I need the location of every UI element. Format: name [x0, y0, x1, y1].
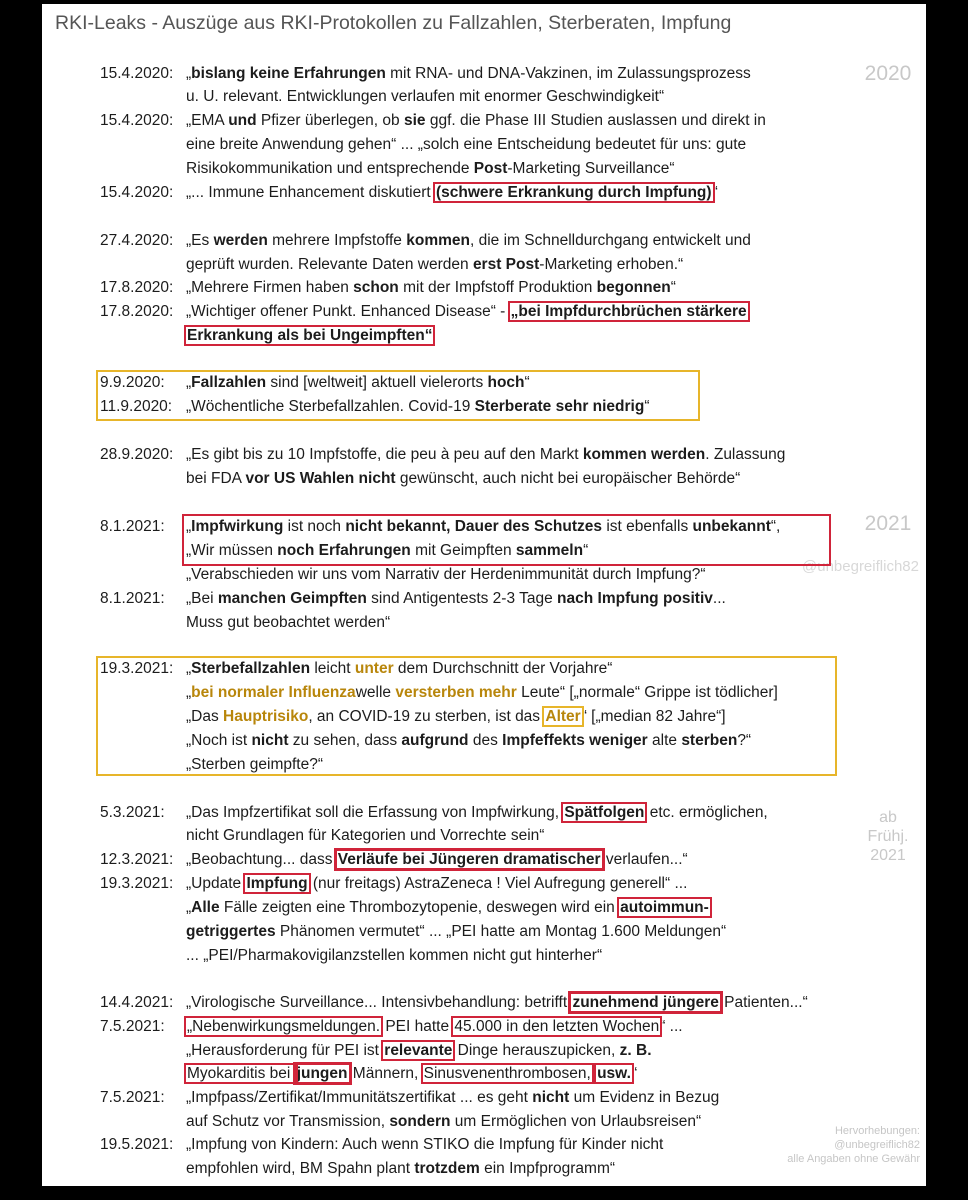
text: des	[468, 732, 503, 749]
text: etc. ermöglichen,	[645, 804, 768, 821]
bold-text: noch Erfahrungen	[277, 542, 411, 559]
highlight-red: jungen	[296, 1065, 348, 1082]
bold-text: manchen Geimpften	[217, 590, 367, 607]
text: ein Impfprogramm“	[479, 1160, 616, 1177]
text: welle	[355, 684, 396, 701]
text: „Es gibt bis zu 10 Impfstoffe, die peu à peu auf den Markt	[186, 446, 583, 463]
text: „Wichtiger offener Punkt. Enhanced Disease“ -	[186, 303, 510, 320]
highlight-red: Spätfolgen	[564, 804, 645, 821]
text: dem Durchschnitt der Vorjahre“	[393, 660, 613, 677]
text: ist ebenfalls	[602, 518, 693, 535]
text: „EMA	[186, 112, 229, 129]
highlight-red: (schwere Erkrankung durch Impfung)	[435, 184, 712, 201]
text: geprüft wurden. Relevante Daten werden	[186, 256, 473, 273]
text: -Marketing erhoben.“	[539, 256, 684, 273]
text: (nur freitags) AstraZeneca ! Viel Aufregung generell“ ...	[308, 875, 688, 892]
text: „	[186, 518, 192, 535]
footer-line-3: alle Angaben ohne Gewähr	[787, 1153, 920, 1165]
text-line	[186, 1064, 637, 1084]
text-line	[186, 64, 751, 84]
text-line: eine breite Anwendung gehen“ ... „solch eine Entscheidung bedeutet für uns: gute	[186, 136, 747, 153]
text: „Das	[186, 708, 224, 725]
entry-date: 11.9.2020:	[100, 398, 173, 415]
text: „	[186, 65, 192, 82]
text: „Herausforderung für PEI ist	[186, 1042, 384, 1059]
bold-text: unbekannt	[692, 518, 771, 535]
text: ist noch	[283, 518, 346, 535]
text: Risikokommunikation und entsprechende	[186, 160, 474, 177]
entry-date: 7.5.2021:	[100, 1018, 165, 1035]
bold-text: nach Impfung positiv	[557, 590, 713, 607]
bold-text: kommen werden	[582, 446, 706, 463]
page-title: RKI-Leaks - Auszüge aus RKI-Protokollen zu Fallzahlen, Sterberaten, Impfung	[55, 12, 732, 34]
highlight-red: Verläufe bei Jüngeren dramatischer	[337, 851, 601, 868]
text: . Zulassung	[705, 446, 786, 463]
highlight-red: Myokarditis bei	[187, 1065, 295, 1082]
text: , die im Schnelldurchgang entwickelt und	[470, 232, 751, 249]
year-label-2020: 2020	[864, 62, 912, 85]
text: Fälle zeigten eine Thrombozytopenie, deswegen wird ein	[219, 899, 620, 916]
entry-date: 8.1.2021:	[100, 518, 165, 535]
bold-text: Sterberate sehr niedrig	[474, 398, 645, 415]
text: mit der Impfstoff Produktion	[398, 279, 597, 296]
text-line	[186, 541, 588, 561]
entry-date: 12.3.2021:	[100, 851, 174, 868]
text: Dinge herauszupicken,	[453, 1042, 620, 1059]
text-line	[186, 803, 768, 823]
text: verlaufen...“	[601, 851, 688, 868]
text: “,	[770, 518, 781, 535]
text-line: „Impfung von Kindern: Auch wenn STIKO die Impfung für Kinder nicht	[186, 1136, 664, 1153]
text: ?“	[737, 732, 752, 749]
text-line	[186, 874, 687, 894]
entry-date: 5.3.2021:	[100, 804, 165, 821]
text: mit Geimpften	[410, 542, 516, 559]
text: „Virologische Surveillance... Intensivbehandlung: betrifft	[186, 994, 572, 1011]
text: „Bei	[186, 590, 218, 607]
text: „Mehrere Firmen haben	[186, 279, 354, 296]
bold-text: kommen	[406, 232, 470, 249]
text: „Es	[186, 232, 214, 249]
entry-date: 17.8.2020:	[100, 279, 174, 296]
bold-text: werden	[213, 232, 268, 249]
text-line	[186, 278, 676, 298]
text: „	[186, 899, 192, 916]
text: auf Schutz vor Transmission,	[186, 1113, 390, 1130]
text-line	[186, 589, 726, 609]
text-line: nicht Grundlagen für Kategorien und Vorrechte sein“	[186, 827, 545, 844]
text: alte	[647, 732, 682, 749]
side-label-ab	[858, 808, 918, 865]
bold-text: begonnen	[596, 279, 671, 296]
bold-text: erst Post	[472, 256, 540, 273]
text: bei FDA	[186, 470, 246, 487]
text: ggf. die Phase III Studien auslassen und direkt in	[425, 112, 766, 129]
text-line	[186, 517, 780, 537]
entry-date: 28.9.2020:	[100, 446, 174, 463]
text-line	[186, 302, 748, 322]
entry-date: 15.4.2020:	[100, 65, 174, 82]
text: “	[670, 279, 676, 296]
bold-text: Post	[473, 160, 508, 177]
text-line	[186, 183, 718, 203]
bold-text: schon	[353, 279, 399, 296]
text: sind [weltweit] aktuell vielerorts	[266, 374, 488, 391]
text: Leute“ [„normale“ Grippe ist tödlicher]	[516, 684, 778, 701]
text-line	[186, 1088, 719, 1108]
highlight-yellow-boxed: Alter	[545, 708, 581, 725]
text: “	[644, 398, 650, 415]
text-line	[186, 1159, 615, 1179]
text-line	[186, 159, 675, 179]
text-line	[186, 707, 726, 727]
entry-date: 19.3.2021:	[100, 660, 174, 677]
footer-note	[770, 1124, 920, 1166]
text: PEI hatte	[381, 1018, 454, 1035]
bold-text: Impfwirkung	[191, 518, 284, 535]
text-line	[186, 850, 688, 870]
highlight-red: relevante	[384, 1042, 453, 1059]
entry-date: 9.9.2020:	[100, 374, 165, 391]
text-line	[186, 1041, 652, 1061]
bold-text: und	[228, 112, 257, 129]
bold-text: nicht	[532, 1089, 570, 1106]
highlight-yellow: versterben mehr	[395, 684, 517, 701]
text: „Impfpass/Zertifikat/Immunitätszertifikat ... es geht	[186, 1089, 533, 1106]
bold-text: bislang keine Erfahrungen	[191, 65, 386, 82]
text: “	[631, 1065, 638, 1082]
bold-text: aufgrund	[401, 732, 469, 749]
text-line	[186, 993, 808, 1013]
highlight-red: zunehmend jüngere	[572, 994, 719, 1011]
text: „Noch ist	[186, 732, 252, 749]
highlight-red: Erkrankung als bei Ungeimpften“	[187, 327, 433, 344]
highlight-yellow: bei normaler Influenza	[191, 684, 356, 701]
entry-date: 7.5.2021:	[100, 1089, 165, 1106]
highlight-red: „Nebenwirkungsmeldungen.	[187, 1018, 381, 1035]
text: Männern,	[348, 1065, 423, 1082]
text: sind Antigentests 2-3 Tage	[366, 590, 558, 607]
text-line	[186, 1112, 701, 1132]
bold-text: Fallzahlen	[191, 374, 267, 391]
text-line	[186, 111, 766, 131]
text-line	[186, 255, 683, 275]
highlight-red: autoimmun-	[620, 899, 709, 916]
text: zu sehen, dass	[288, 732, 402, 749]
highlight-red: Sinusvenenthrombosen,	[423, 1065, 591, 1082]
text: „	[186, 374, 192, 391]
highlight-yellow: unter	[354, 660, 394, 677]
entry-date: 27.4.2020:	[100, 232, 174, 249]
text: “	[583, 542, 589, 559]
text-line: Muss gut beobachtet werden“	[186, 614, 391, 631]
text-line	[186, 1017, 683, 1037]
bold-text: Impfeffekts weniger	[502, 732, 648, 749]
bold-text: Alle	[191, 899, 220, 916]
side-ab: ab	[879, 809, 897, 826]
text-line	[186, 659, 612, 679]
text: Phänomen vermutet“ ... „PEI hatte am Montag 1.600 Meldungen“	[275, 923, 727, 940]
bold-text: sammeln	[515, 542, 584, 559]
highlight-red: usw.	[597, 1065, 631, 1082]
text: “ [„median 82 Jahre“]	[581, 708, 726, 725]
text-line: u. U. relevant. Entwicklungen verlaufen mit enormer Geschwindigkeit“	[186, 88, 665, 105]
entry-date: 15.4.2020:	[100, 184, 174, 201]
text-line	[186, 922, 726, 942]
year-label-2021: 2021	[864, 512, 912, 535]
text-line	[186, 397, 650, 417]
text-line: „Verabschieden wir uns vom Narrativ der Herdenimmunität durch Impfung?“	[186, 566, 706, 583]
bold-text: vor US Wahlen nicht	[245, 470, 396, 487]
text: “	[524, 374, 530, 391]
footer-line-1: Hervorhebungen:	[834, 1125, 920, 1137]
entry-date: 8.1.2021:	[100, 590, 165, 607]
text: leicht	[310, 660, 355, 677]
text: mit RNA- und DNA-Vakzinen, im Zulassungsprozess	[385, 65, 751, 82]
text: “	[712, 184, 718, 201]
footer-line-2: @unbegreiflich82	[834, 1139, 920, 1151]
text-line: ... „PEI/Pharmakovigilanzstellen kommen nicht gut hinterher“	[186, 947, 603, 964]
text-line: „Sterben geimpfte?“	[186, 756, 323, 773]
text: Patienten...“	[719, 994, 808, 1011]
text: um Ermöglichen von Urlaubsreisen“	[450, 1113, 702, 1130]
text: „	[186, 660, 192, 677]
text-line	[186, 898, 710, 918]
entry-date: 15.4.2020:	[100, 112, 174, 129]
text: mehrere Impfstoffe	[267, 232, 407, 249]
watermark: @unbegreiflich82	[802, 558, 919, 575]
entry-date: 14.4.2021:	[100, 994, 174, 1011]
bold-text: nicht	[251, 732, 289, 749]
text-line	[186, 326, 433, 346]
text: gewünscht, auch nicht bei europäischer Behörde“	[395, 470, 741, 487]
text-line	[186, 373, 530, 393]
bold-text: z. B.	[619, 1042, 652, 1059]
text: „Beobachtung... dass	[186, 851, 337, 868]
side-fruehj: Frühj.	[867, 828, 909, 845]
bold-text: nicht bekannt, Dauer des Schutzes	[345, 518, 603, 535]
text: -Marketing Surveillance“	[507, 160, 675, 177]
text: „Wöchentliche Sterbefallzahlen. Covid-19	[186, 398, 475, 415]
text: , an COVID-19 zu sterben, ist das	[308, 708, 545, 725]
bold-text: sie	[403, 112, 426, 129]
text: „Update	[186, 875, 246, 892]
text: „Wir müssen	[186, 542, 278, 559]
text: ...	[712, 590, 726, 607]
text: um Evidenz in Bezug	[569, 1089, 720, 1106]
text-line	[186, 445, 785, 465]
entry-date: 17.8.2020:	[100, 303, 174, 320]
text: „Das Impfzertifikat soll die Erfassung von Impfwirkung,	[186, 804, 564, 821]
text: empfohlen wird, BM Spahn plant	[186, 1160, 415, 1177]
text: „	[186, 684, 192, 701]
text: “ ...	[660, 1018, 683, 1035]
bold-text: getriggertes	[186, 923, 276, 940]
bold-text: trotzdem	[414, 1160, 480, 1177]
entry-date: 19.3.2021:	[100, 875, 174, 892]
bold-text: Sterbefallzahlen	[191, 660, 311, 677]
text-line	[186, 731, 751, 751]
bold-text: hoch	[487, 374, 525, 391]
text-line	[186, 469, 740, 489]
text: Pfizer überlegen, ob	[256, 112, 404, 129]
bold-text: sondern	[389, 1113, 451, 1130]
highlight-red: Impfung	[246, 875, 308, 892]
side-ab-year: 2021	[870, 847, 906, 864]
bold-text: sterben	[681, 732, 738, 749]
text-line	[186, 683, 778, 703]
highlight-yellow: Hauptrisiko	[223, 708, 309, 725]
entry-date: 19.5.2021:	[100, 1136, 174, 1153]
text-line	[186, 231, 751, 251]
text: „... Immune Enhancement diskutiert	[186, 184, 435, 201]
highlight-red: 45.000 in den letzten Wochen	[454, 1018, 660, 1035]
highlight-red: „bei Impfdurchbrüchen stärkere	[510, 303, 747, 320]
